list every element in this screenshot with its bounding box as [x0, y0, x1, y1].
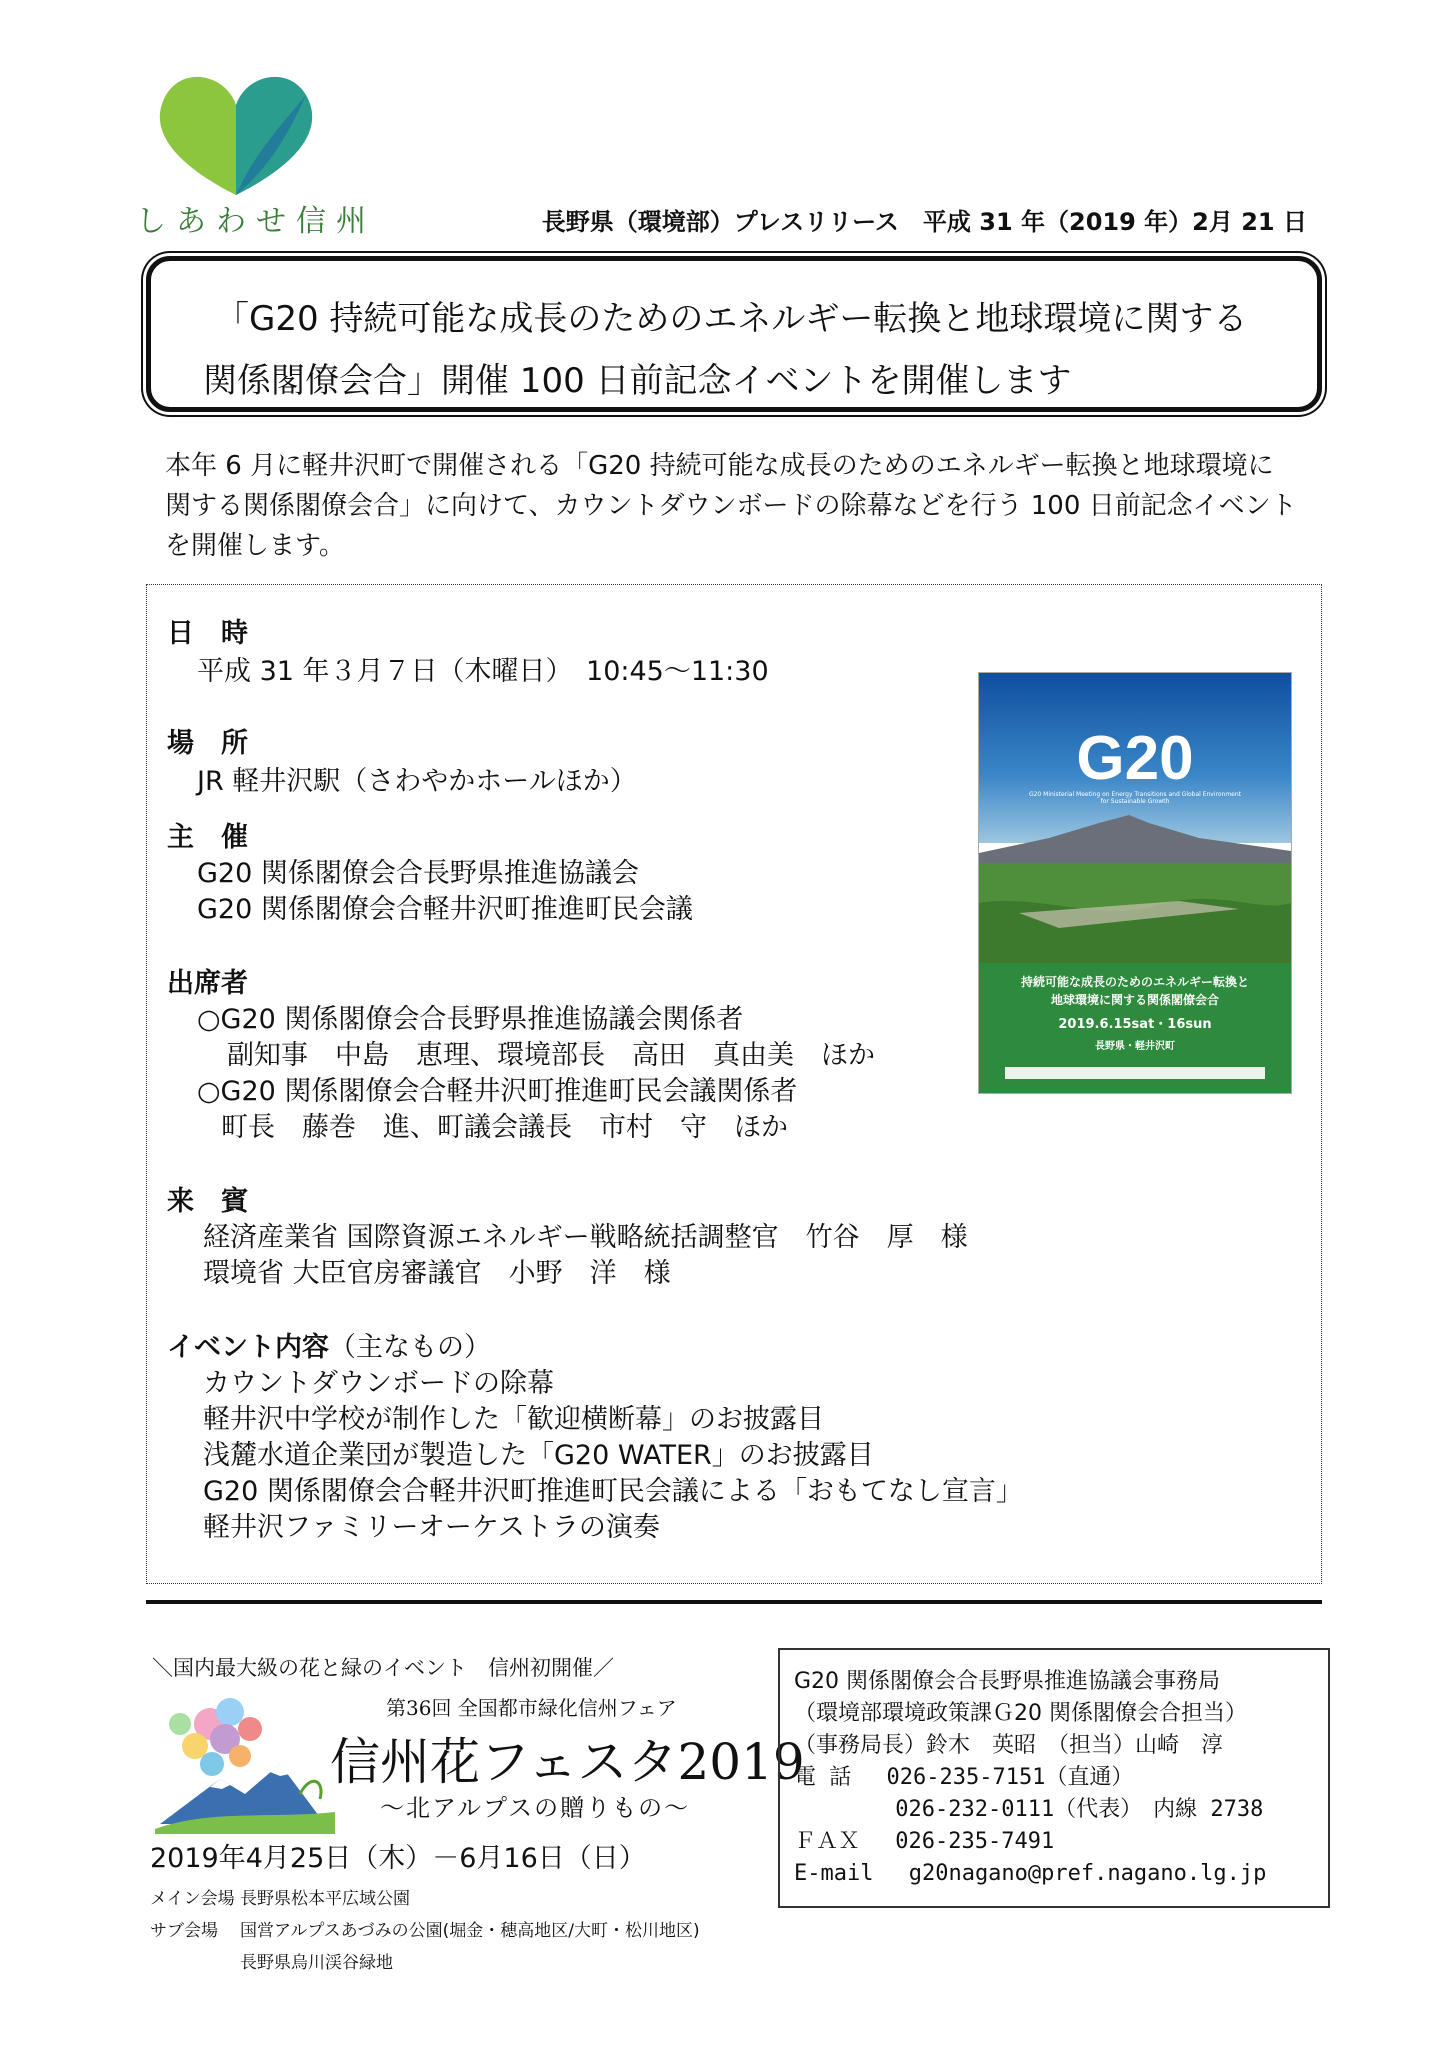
events-line: 浅麓水道企業団が製造した「G20 WATER」のお披露目 [203, 1440, 874, 1471]
place-value: JR 軽井沢駅（さわやかホールほか） [197, 766, 637, 797]
attendees-line: 副知事 中島 恵理、環境部長 高田 真由美 ほか [227, 1040, 875, 1071]
datetime-value: 平成 31 年３月７日（木曜日） 10:45～11:30 [197, 656, 769, 687]
flower-mountain-icon [150, 1684, 340, 1834]
intro-line: 本年 6 月に軽井沢町で開催される「G20 持続可能な成長のためのエネルギー転換と地球環境に [165, 451, 1274, 481]
poster-dates: 2019.6.15sat・16sun [1058, 1017, 1212, 1032]
fair-tagline: ～北アルプスの贈りもの～ [380, 1794, 691, 1822]
poster-place: 長野県・軽井沢町 [1095, 1041, 1175, 1052]
contact-phone: 電 話 026-235-7151（直通） [794, 1765, 1134, 1790]
poster-caption-2: 地球環境に関する関係閣僚会合 [1050, 993, 1219, 1007]
fair-subtitle: 第36回 全国都市緑化信州フェア [386, 1696, 677, 1720]
intro-line: 関する関係閣僚会合」に向けて、カウントダウンボードの除幕などを行う 100 日前記念イベント [165, 491, 1297, 521]
attendees-heading: 出席者 [167, 968, 248, 999]
datetime-heading: 日 時 [167, 618, 248, 649]
events-line: 軽井沢中学校が制作した「歓迎横断幕」のお披露目 [203, 1404, 824, 1435]
contact-persons: （事務局長）鈴木 英昭 （担当）山崎 淳 [794, 1733, 1224, 1758]
venue-main: 長野県松本平広域公園 [240, 1889, 410, 1909]
intro-paragraph [165, 446, 1325, 566]
contact-email[interactable]: E-mail g20nagano@pref.nagano.lg.jp [794, 1861, 1267, 1886]
host-line: G20 関係閣僚会合長野県推進協議会 [197, 858, 639, 889]
events-line: 軽井沢ファミリーオーケストラの演奏 [203, 1512, 660, 1543]
events-line: カウントダウンボードの除幕 [203, 1368, 554, 1399]
intro-line: を開催します。 [165, 531, 345, 561]
section-divider [146, 1600, 1322, 1604]
title-line-2: 関係閣僚会合」開催 100 日前記念イベントを開催します [203, 361, 1072, 401]
attendees-line: 町長 藤巻 進、町議会議長 市村 守 ほか [221, 1112, 788, 1143]
guests-line: 環境省 大臣官房審議官 小野 洋 様 [203, 1258, 671, 1289]
fair-tagline-top: ＼国内最大級の花と緑のイベント 信州初開催／ [152, 1656, 614, 1680]
events-heading-note: （主なもの） [329, 1332, 491, 1363]
contact-fax: ＦＡＸ 026-235-7491 [794, 1829, 1055, 1854]
fair-title: 信州花フェスタ2019 [330, 1733, 805, 1791]
venue-sub-label: サブ会場 [150, 1921, 218, 1941]
g20-poster-image [978, 672, 1292, 1094]
venue-main-label: メイン会場 [150, 1889, 235, 1909]
poster-subtitle: G20 Ministerial Meeting on Energy Transitions and Global Environment for Sustainable Growth [1028, 791, 1242, 805]
fair-dates: 2019年4月25日（木）－6月16日（日） [150, 1843, 646, 1874]
contact-phone-2: 026-232-0111（代表） 内線 2738 [794, 1797, 1264, 1822]
events-heading [167, 1325, 491, 1364]
contact-office: G20 関係閣僚会合長野県推進協議会事務局 [794, 1669, 1221, 1694]
poster-g20-logo: G20 [1076, 724, 1194, 793]
poster-caption-1: 持続可能な成長のためのエネルギー転換と [1020, 975, 1249, 989]
guests-line: 経済産業省 国際資源エネルギー戦略統括調整官 竹谷 厚 様 [203, 1222, 968, 1253]
place-heading: 場 所 [167, 728, 248, 759]
venue-sub-2: 長野県烏川渓谷緑地 [240, 1953, 393, 1973]
host-heading: 主 催 [167, 822, 248, 853]
venue-sub-1: 国営アルプスあづみの公園(堀金・穂高地区/大町・松川地区) [240, 1921, 700, 1941]
host-line: G20 関係閣僚会合軽井沢町推進町民会議 [197, 894, 693, 925]
events-heading-text: イベント内容 [167, 1332, 329, 1363]
attendees-line: ○G20 関係閣僚会合長野県推進協議会関係者 [197, 1004, 744, 1035]
contact-box [778, 1648, 1330, 1908]
press-release-header: 長野県（環境部）プレスリリース 平成 31 年（2019 年）2月 21 日 [541, 208, 1307, 236]
title-line-1: 「G20 持続可能な成長のためのエネルギー転換と地球環境に関する [215, 299, 1248, 339]
logo-text: しあわせ信州 [136, 204, 376, 239]
title-box [146, 256, 1322, 412]
attendees-line: ○G20 関係閣僚会合軽井沢町推進町民会議関係者 [197, 1076, 798, 1107]
contact-dept: （環境部環境政策課Ｇ20 関係閣僚会合担当） [794, 1701, 1247, 1726]
guests-heading: 来 賓 [167, 1186, 248, 1217]
events-line: G20 関係閣僚会合軽井沢町推進町民会議による「おもてなし宣言」 [203, 1476, 1023, 1507]
